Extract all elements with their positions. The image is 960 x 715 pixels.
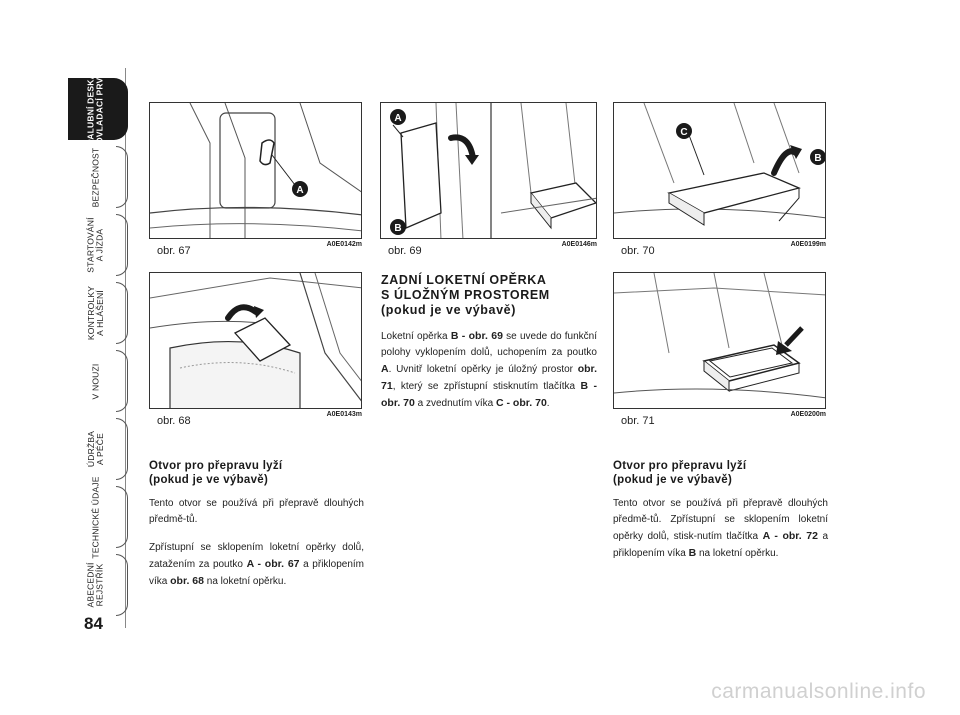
figure-69: [380, 102, 597, 262]
tab-palubni-deska[interactable]: [70, 65, 128, 153]
middle-section-para: Loketní opěrka B - obr. 69 se uvede do funkční polohy vyklopením dolů, uchopením za poutko A. Uvnitř loketní opěrky je úložný prostor obr. 71, který se zpřístupní stisknutím tlačítka B - obr. 70 a zvednutím víka C - obr. 70.: [381, 330, 598, 409]
figure-caption: obr. 70: [621, 245, 655, 257]
left-section-para-2: Zpřístupní se sklopením loketní opěrky dolů, zatažením za poutko A - obr. 67 a přiklopením víka obr. 68 na loketní opěrku.: [149, 542, 364, 587]
figure-code: A0E0142m: [326, 241, 362, 248]
figure-ref: obr. 68: [170, 575, 204, 587]
heading-line: (pokud je ve výbavě): [149, 474, 269, 486]
heading-line: (pokud je ve výbavě): [381, 303, 516, 317]
tab-label: PALUBNÍ DESKA A OVLADACÍ PRVKY: [86, 65, 105, 153]
tab-bezpecnost[interactable]: [70, 146, 128, 208]
figure-68-illustration: [149, 272, 362, 409]
tab-label: STARTOVÁNÍ A JÍZDA: [86, 217, 105, 273]
figure-code: A0E0146m: [561, 241, 597, 248]
figure-caption: obr. 68: [157, 415, 191, 427]
figure-ref: B - obr. 70: [381, 380, 598, 409]
callout-b: B: [814, 153, 822, 164]
figure-caption: obr. 67: [157, 245, 191, 257]
figure-code: A0E0200m: [790, 411, 826, 418]
figure-68: [149, 272, 362, 432]
page-number: 84: [84, 614, 103, 633]
figure-67-illustration: [149, 102, 362, 239]
figure-70: [613, 102, 826, 262]
figure-ref: C - obr. 70: [496, 397, 547, 409]
figure-caption: obr. 71: [621, 415, 655, 427]
tab-label: BEZPEČNOST: [90, 147, 101, 207]
figure-code: A0E0143m: [326, 411, 362, 418]
callout-a: A: [394, 113, 402, 124]
tab-v-nouzi[interactable]: [70, 350, 128, 412]
figure-69-illustration: [380, 102, 597, 239]
figure-ref: obr. 71: [381, 363, 597, 392]
heading-line: Otvor pro přepravu lyží: [149, 460, 283, 472]
tab-label: KONTROLKY A HLÁŠENÍ: [86, 285, 106, 341]
heading-line: Otvor pro přepravu lyží: [613, 460, 747, 472]
figure-71-illustration: [613, 272, 826, 409]
heading-line: (pokud je ve výbavě): [613, 474, 733, 486]
right-section-heading: [613, 459, 828, 487]
tab-technicke-udaje[interactable]: [70, 475, 128, 559]
heading-line: ZADNÍ LOKETNÍ OPĚRKA: [381, 273, 547, 287]
tab-kontrolky[interactable]: [70, 282, 128, 344]
figure-70-illustration: [613, 102, 826, 239]
chapter-tabs: [70, 65, 130, 618]
tab-label: V NOUZI: [90, 363, 101, 399]
tab-abecedni-rejstrik[interactable]: [70, 554, 128, 616]
middle-section-heading: [381, 273, 597, 318]
figure-ref: A - obr. 67: [246, 558, 300, 570]
figure-code: A0E0199m: [790, 241, 826, 248]
figure-ref: B - obr. 69: [450, 330, 503, 342]
tab-label: ÚDRŽBA A PÉČE: [86, 430, 105, 468]
tab-udrzba[interactable]: [70, 418, 128, 480]
left-section-heading: [149, 459, 364, 487]
left-section-para-1: Tento otvor se používá při přepravě dlouhých předmě-tů.: [149, 498, 364, 525]
callout-a: A: [296, 185, 304, 196]
callout-b: B: [394, 223, 402, 234]
figure-67: [149, 102, 362, 262]
figure-caption: obr. 69: [388, 245, 422, 257]
callout-c: C: [680, 127, 688, 138]
tab-label: ABECEDNÍ REJSTŘÍK: [86, 562, 105, 608]
heading-line: S ÚLOŽNÝM PROSTOREM: [381, 288, 550, 302]
figure-ref: A - obr. 72: [762, 530, 818, 542]
figure-ref: A: [381, 363, 389, 375]
tab-startovani[interactable]: [70, 214, 128, 276]
figure-ref: B: [688, 547, 697, 559]
tab-label: TECHNICKÉ ÚDAJE: [90, 475, 101, 559]
figure-71: [613, 272, 826, 432]
watermark: carmanualsonline.info: [711, 680, 926, 703]
right-section-para: Tento otvor se používá při přepravě dlouhých předmě-tů. Zpřístupní se sklopením loketní opěrky dolů, stisk-nutím tlačítka A - obr. 72 a přiklopením víka B na loketní opěrku.: [613, 498, 829, 559]
